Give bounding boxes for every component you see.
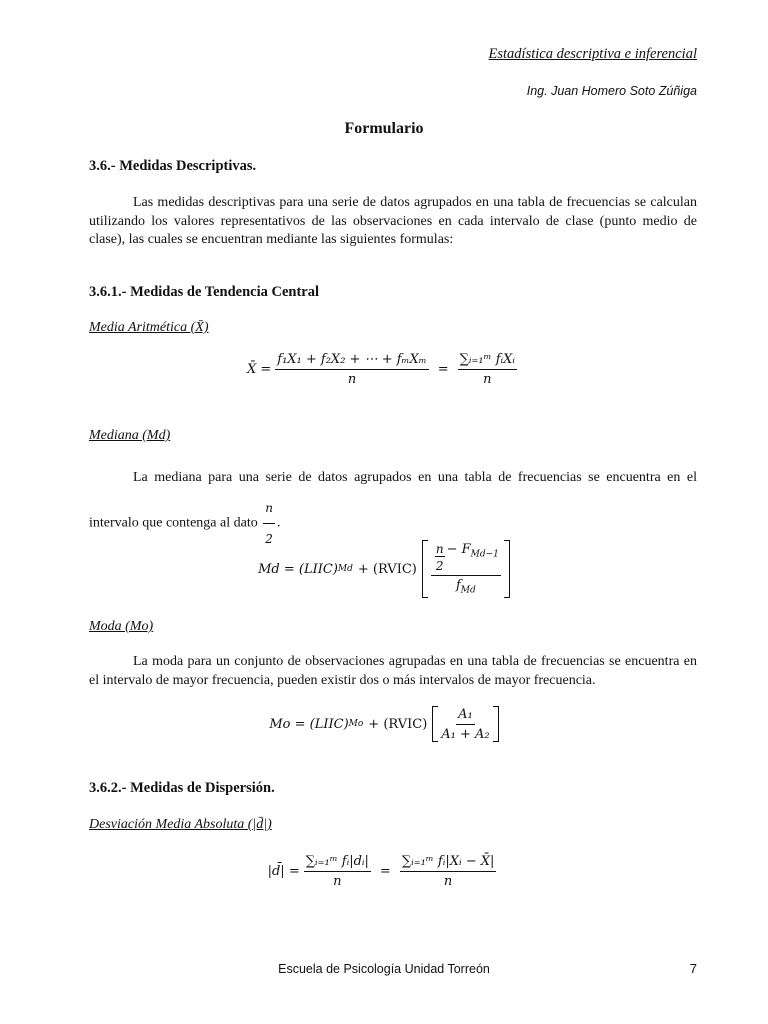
heading-3-6: 3.6.- Medidas Descriptivas. (89, 158, 257, 174)
formula-dma-den1: n (333, 874, 342, 889)
footer-school: Escuela de Psicología Unidad Torreón (278, 962, 490, 976)
paragraph-moda (89, 653, 697, 690)
formula-mediana-n: n (435, 542, 444, 557)
formula-desviacion-media (0, 854, 768, 889)
heading-3-6-1: 3.6.1.- Medidas de Tendencia Central (89, 284, 319, 300)
paragraph-mediana-end: . (276, 515, 281, 531)
formula-mediana-f-den-sub: Md (460, 585, 476, 596)
formula-moda-bracket (432, 706, 498, 742)
subheading-desviacion-media: Desviación Media Absoluta (|d̄|) (89, 817, 272, 832)
heading-3-6-2: 3.6.2.- Medidas de Dispersión. (89, 780, 275, 796)
subheading-moda: Moda (Mo) (89, 619, 154, 634)
formula-mediana-lhs: Md = (LIIC) (258, 561, 338, 577)
subheading-mediana: Mediana (Md) (89, 428, 171, 443)
subheading-media: Media Aritmética (X̄) (89, 320, 209, 335)
formula-dma-lhs: |d̄| = (267, 864, 300, 879)
formula-mediana (0, 540, 768, 598)
formula-media-den1: n (347, 372, 357, 387)
inline-fraction-den: 2 (265, 532, 273, 546)
formula-mediana-frac (431, 542, 501, 596)
inline-fraction-num: n (263, 493, 275, 524)
formula-media-num1: f₁X₁ + f₂X₂ + ⋯ + fₘXₘ (275, 352, 428, 370)
formula-moda-num: A₁ (456, 707, 475, 725)
formula-moda (0, 706, 768, 742)
formula-mediana-inner-num (431, 542, 501, 576)
formula-mediana-bracket (422, 540, 510, 598)
formula-mediana-2: 2 (435, 559, 444, 574)
formula-moda-lhs-sub: Mo (348, 719, 364, 729)
formula-mediana-inner-den (456, 576, 476, 596)
formula-dma-den2: n (443, 874, 453, 889)
formula-dma-frac2 (400, 854, 497, 889)
paragraph-mediana-text: La mediana para una serie de datos agrupados en una tabla de frecuencias se encuentra en el intervalo que contenga al dato (89, 470, 697, 531)
formula-moda-lhs: Mo = (LIIC) (269, 716, 349, 732)
formula-media-equals: = (437, 362, 449, 377)
formula-mediana-f: f (455, 578, 461, 594)
formula-media-frac1 (275, 352, 428, 387)
formula-dma-frac1 (304, 854, 371, 889)
formula-dma-num1: ∑ᵢ₌₁ᵐ fᵢ|dᵢ| (304, 854, 371, 872)
formula-media-frac2 (458, 352, 517, 387)
formula-mediana-f-sub: Md−1 (470, 549, 499, 560)
formula-moda-den: A₁ + A₂ (441, 726, 490, 742)
formula-media-lhs: X̄ = (246, 362, 272, 377)
formula-mediana-n-over-2 (435, 542, 445, 573)
formula-media-den2: n (483, 372, 492, 387)
formula-moda-plus: + (RVIC) (368, 716, 428, 732)
formula-mediana-minus-f: − F (446, 542, 471, 558)
paragraph-intro (89, 194, 697, 250)
paragraph-moda-text: La moda para un conjunto de observaciones agrupadas en una tabla de frecuencias se encuentra en el intervalo de mayor frecuencia, pueden existir dos o más intervalos de mayor frecuencia. (89, 654, 697, 688)
paragraph-intro-text: Las medidas descriptivas para una serie de datos agrupados en una tabla de frecuencias se calculan utilizando los valores representativos de las observaciones en cada intervalo de clase (punto medio de clase), las cuales se encuentran mediante las siguientes formulas: (89, 195, 697, 247)
header-title: Estadística descriptiva e inferencial (488, 46, 697, 62)
formula-mediana-plus: + (RVIC) (357, 561, 417, 577)
formula-media (0, 352, 768, 387)
page-number: 7 (689, 961, 697, 976)
formula-dma-equals: = (379, 864, 391, 879)
formula-moda-frac (441, 707, 489, 742)
page-title: Formulario (344, 120, 424, 137)
formula-dma-num2: ∑ᵢ₌₁ᵐ fᵢ|Xᵢ − X̄| (400, 854, 497, 872)
header-author: Ing. Juan Homero Soto Zúñiga (526, 84, 697, 98)
formula-mediana-lhs-sub: Md (337, 564, 353, 574)
formula-media-num2: ∑ᵢ₌₁ᵐ fᵢXᵢ (458, 352, 517, 370)
